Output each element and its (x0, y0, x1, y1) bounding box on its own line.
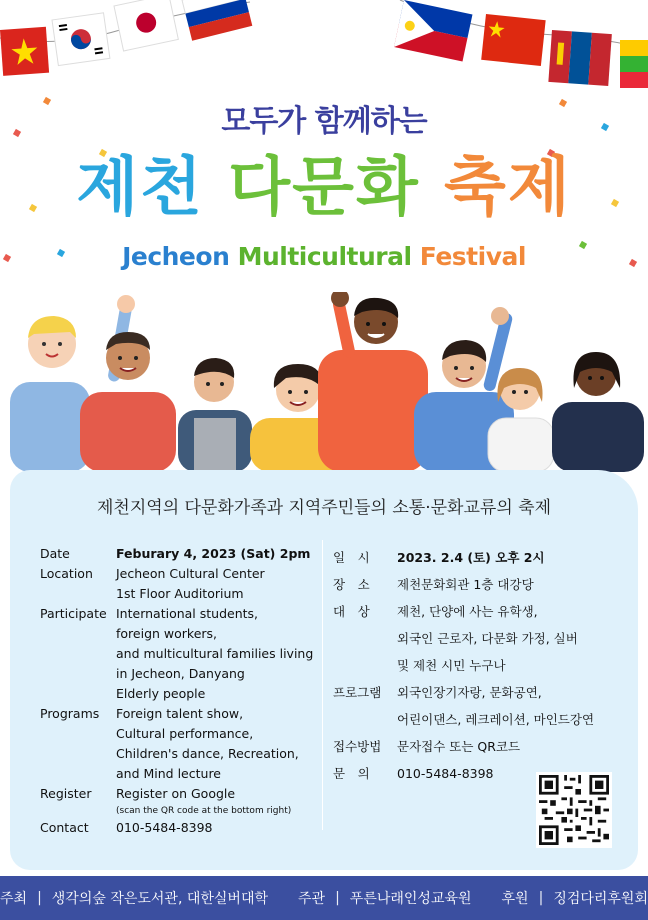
column-divider (322, 540, 323, 830)
target-line: 외국인 근로자, 다문화 가정, 실버 (397, 631, 578, 646)
info-label: 접수방법 (333, 739, 382, 754)
footer-organizer-label: 주관 (298, 891, 326, 907)
info-row-program-ko (333, 679, 623, 733)
info-label: 장 소 (333, 577, 370, 592)
date-value-ko: 2023. 2.4 (토) 오후 2시 (397, 550, 545, 565)
info-label: Participate (40, 606, 107, 621)
target-line: 제천, 단양에 사는 유학생, (397, 604, 538, 619)
title-part-festival: 축제 (444, 151, 572, 225)
programs-line: Foreign talent show, (116, 706, 244, 721)
program-line: 외국인장기자랑, 문화공연, (397, 685, 542, 700)
contact-phone[interactable]: 010-5484-8398 (116, 820, 213, 835)
info-value (397, 679, 623, 733)
festival-subtitle: 모두가 함께하는 (221, 104, 427, 139)
korean-info (333, 544, 623, 787)
info-label: 대 상 (333, 604, 370, 619)
info-value (116, 784, 320, 818)
location-line: Jecheon Cultural Center (116, 566, 265, 581)
programs-line: Children's dance, Recreation, (116, 746, 299, 761)
info-value (116, 704, 320, 784)
info-label: Contact (40, 820, 89, 835)
info-value: 제천문화회관 1층 대강당 (397, 577, 534, 592)
footer-organizer: 푸른나래인성교육원 (349, 891, 472, 907)
title-part-jecheon: 제천 (76, 151, 204, 225)
info-row-date (40, 544, 320, 564)
info-value: 문자접수 또는 QR코드 (397, 739, 521, 754)
program-line: 어린이댄스, 레크레이션, 마인드강연 (397, 712, 595, 727)
qr-code-icon[interactable] (536, 772, 612, 848)
info-row-date-ko (333, 544, 623, 571)
info-label: Location (40, 566, 93, 581)
footer-separator: | (538, 890, 544, 906)
info-row-target-ko (333, 598, 623, 679)
english-info (40, 544, 320, 838)
festival-tagline: 제천지역의 다문화가족과 지역주민들의 소통·문화교류의 축제 (97, 498, 551, 518)
date-value: Feburary 4, 2023 (Sat) 2pm (116, 546, 311, 561)
info-value (116, 604, 320, 704)
footer-bar (0, 876, 648, 920)
contact-phone-ko[interactable]: 010-5484-8398 (397, 766, 494, 781)
info-row-contact (40, 818, 320, 838)
footer-sponsor: 징검다리후원회 (553, 891, 648, 907)
festival-title (0, 150, 648, 226)
participate-line: foreign workers, (116, 626, 218, 641)
participate-line: Elderly people (116, 686, 206, 701)
info-row-location-ko (333, 571, 623, 598)
info-row-location (40, 564, 320, 604)
info-label: 일 시 (333, 550, 370, 565)
info-label: Programs (40, 706, 100, 721)
info-value (116, 544, 320, 564)
title-part-multicultural: 다문화 (228, 151, 420, 225)
info-row-participate (40, 604, 320, 704)
info-label: Date (40, 546, 70, 561)
english-title-part-3: Festival (419, 242, 526, 271)
info-row-register-ko (333, 733, 623, 760)
participate-line: in Jecheon, Danyang (116, 666, 245, 681)
info-value (397, 544, 623, 571)
target-line: 및 제천 시민 누구나 (397, 658, 506, 673)
festival-english-title (0, 242, 648, 271)
info-row-register (40, 784, 320, 818)
footer-separator: | (335, 890, 340, 906)
footer-host: 생각의숲 작은도서관, 대한실버대학 (51, 891, 268, 907)
info-label: 문 의 (333, 766, 370, 781)
info-value (397, 598, 623, 679)
footer-sponsor-label: 후원 (501, 891, 529, 907)
footer-host-label: 주최 (0, 891, 28, 907)
info-row-programs (40, 704, 320, 784)
programs-line: and Mind lecture (116, 766, 221, 781)
people-illustration-icon (0, 292, 648, 472)
location-line: 1st Floor Auditorium (116, 586, 244, 601)
english-title-part-2: Multicultural (237, 242, 412, 271)
register-note: (scan the QR code at the bottom right) (116, 806, 292, 816)
info-label: 프로그램 (333, 685, 382, 700)
english-title-part-1: Jecheon (122, 242, 230, 271)
register-line: Register on Google (116, 786, 236, 801)
info-label: Register (40, 786, 92, 801)
info-value (116, 564, 320, 604)
flag-bunting-icon (0, 0, 648, 100)
programs-line: Cultural performance, (116, 726, 254, 741)
footer-separator: | (37, 890, 42, 906)
participate-line: and multicultural families living (116, 646, 314, 661)
participate-line: International students, (116, 606, 259, 621)
